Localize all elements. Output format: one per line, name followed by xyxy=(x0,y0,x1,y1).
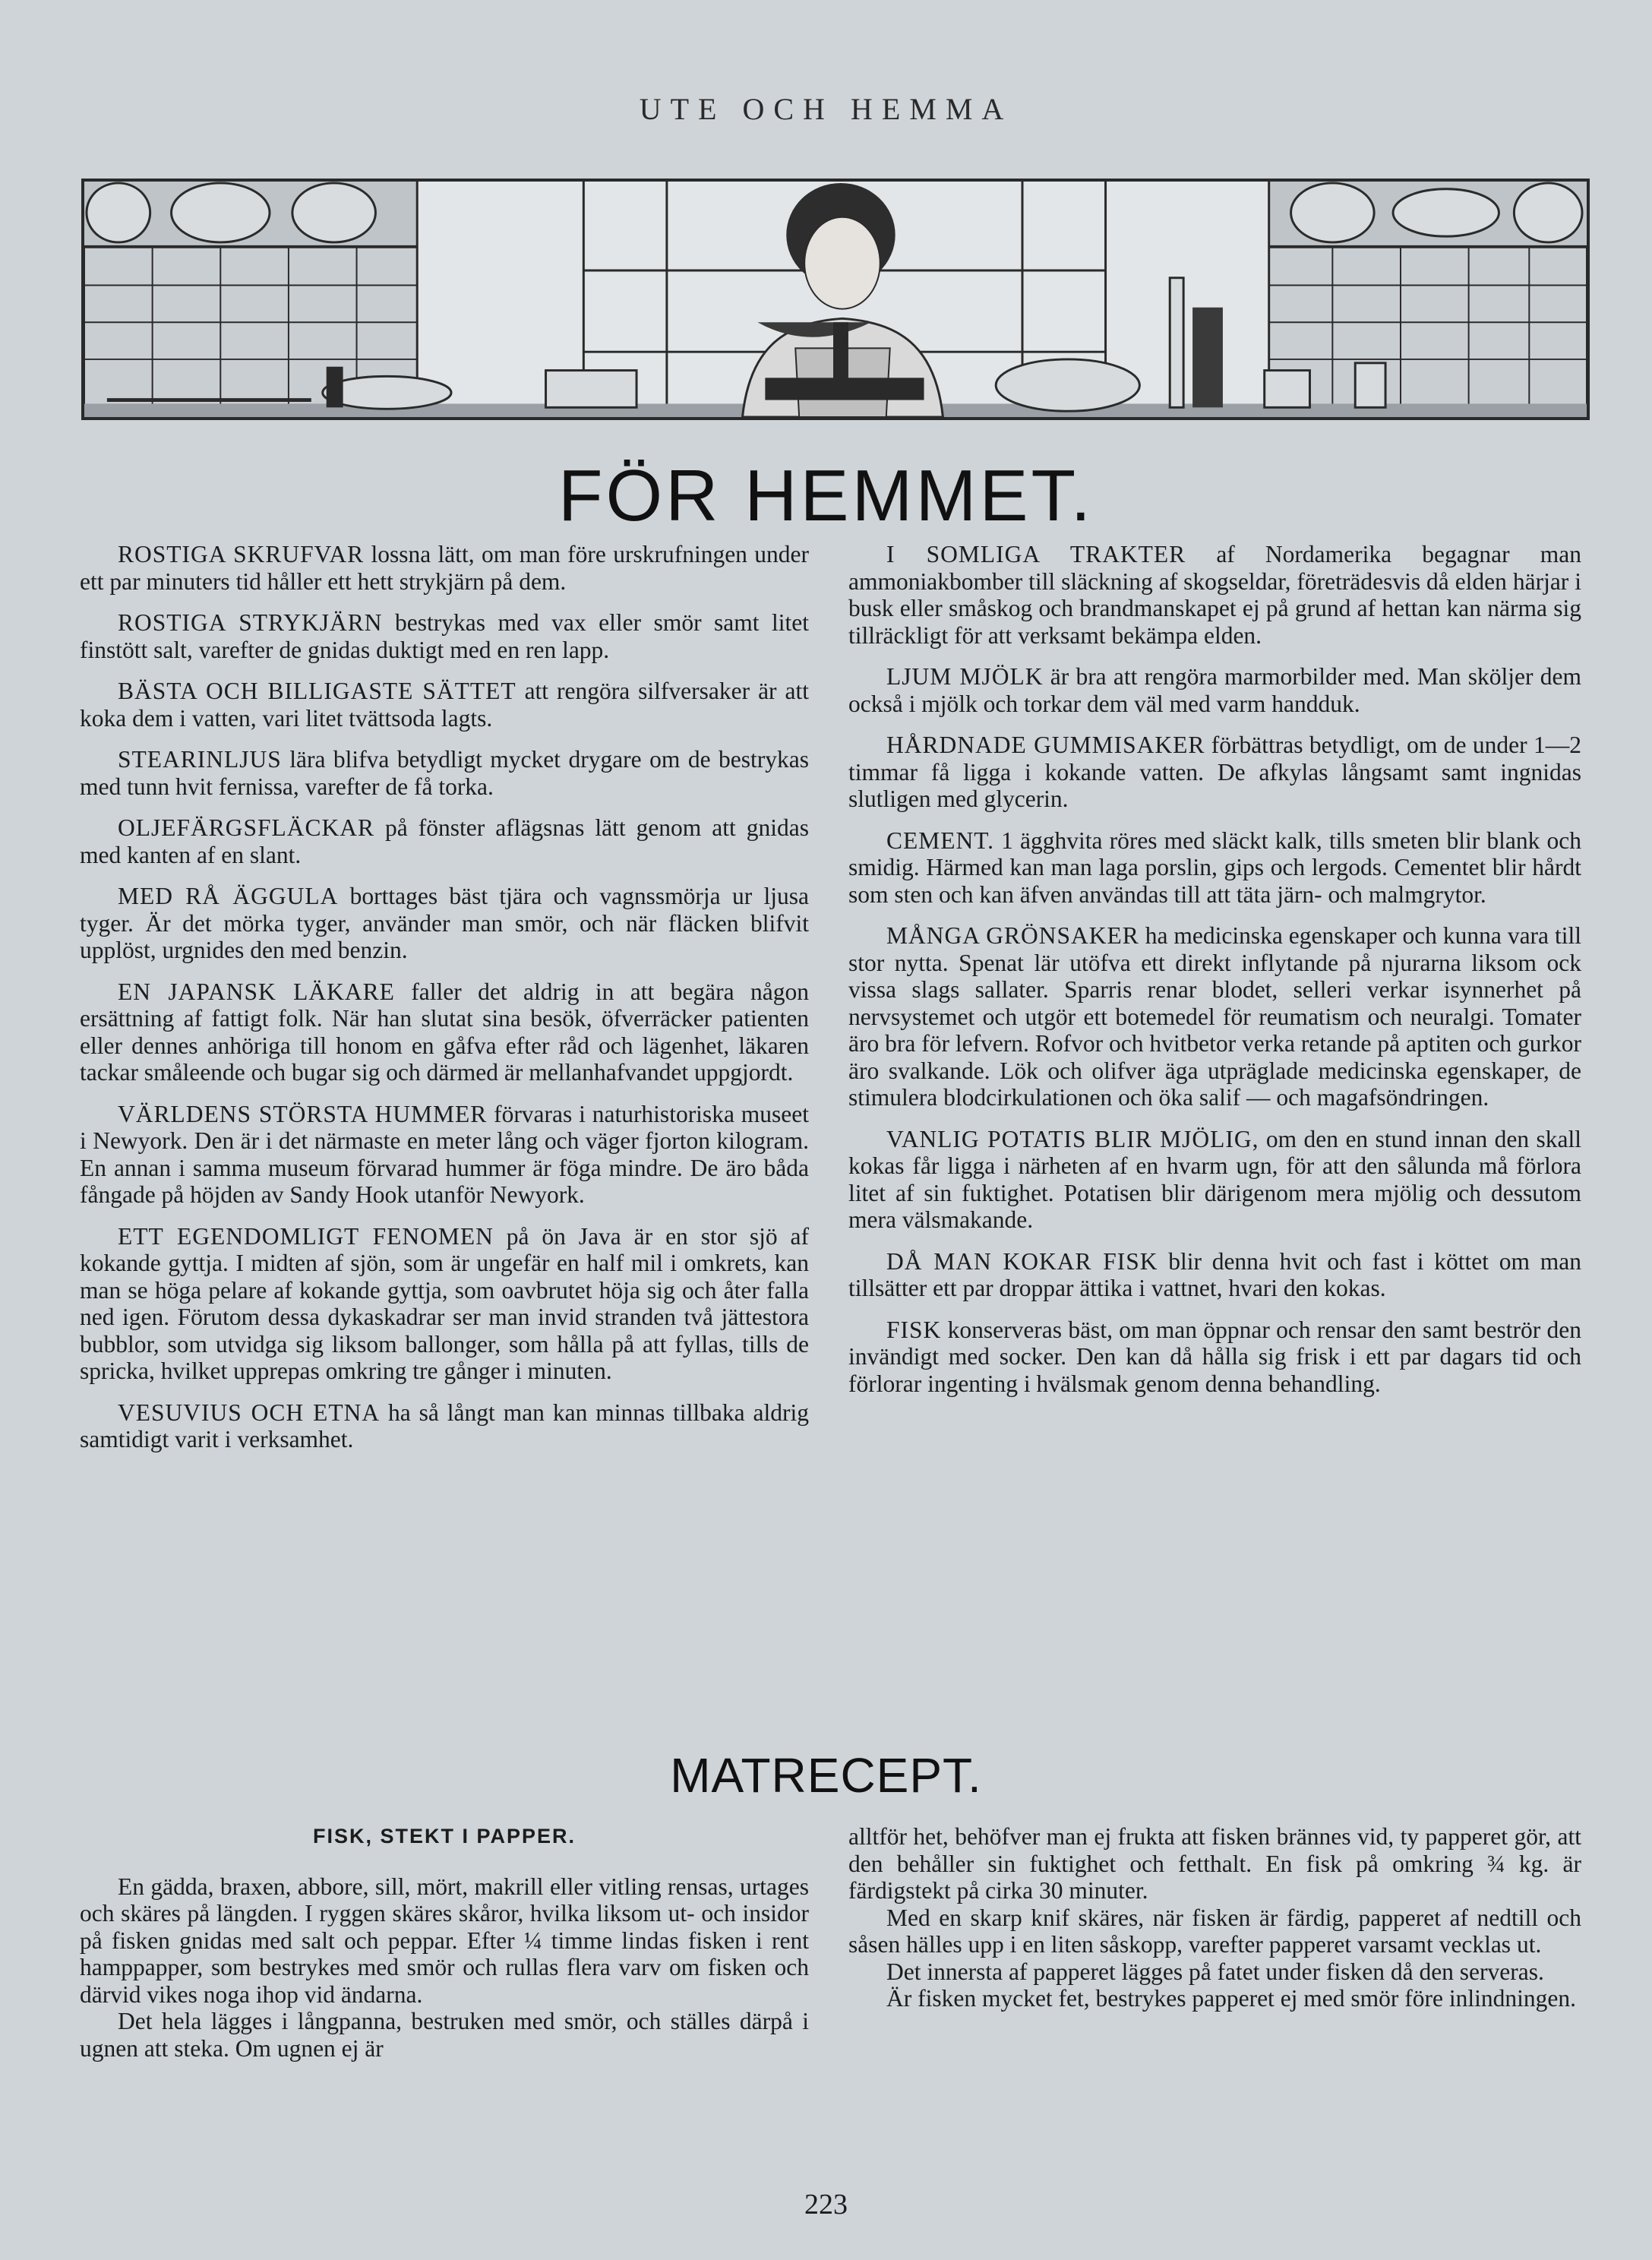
recipe-paragraph: Är fisken mycket fet, bestrykes papperet ej med smör före inlindningen. xyxy=(886,1985,1576,2012)
kitchen-scene-drawing xyxy=(84,182,1587,417)
paragraph-text: konserveras bäst, om man öppnar och rensar den samt beströr den invändigt med socker. Den kan då hålla sig frisk i ett par dagars tid och förlorar ingenting i hvälsmak genom denna behandling. xyxy=(848,1316,1581,1397)
paragraph-text: 1 ägghvita röres med släckt kalk, tills smeten blir blank och smidig. Härmed kan man laga porslin, gips och lergods. Cementet blir hårdt som sten och kan äfven användas till att täta järn- och malmgrytor. xyxy=(848,827,1581,908)
paragraph xyxy=(848,1316,1581,1398)
recipe-continuation: alltför het, behöfver man ej frukta att fisken brännes vid, ty papperet gör, att den behåller sin fuktighet och fetthalt. En fisk på omkring ¾ kg. är färdigstekt på cirka 30 minuter. xyxy=(848,1823,1581,1904)
paragraph xyxy=(848,827,1581,909)
paragraph-text: borttages bäst tjära och vagnssmörja ur ljusa tyger. Är det mörka tyger, använder man smör, och när fläcken blifvit upplöst, urgnides den med benzin. xyxy=(80,883,809,963)
paragraph-text: bestrykas med vax eller smör samt litet finstött salt, varefter de gnidas duktigt med en ren lapp. xyxy=(80,609,810,663)
paragraph xyxy=(80,1101,809,1209)
paragraph xyxy=(80,814,809,868)
recipe-paragraph: Med en skarp knif skäres, när fisken är färdig, papperet af nedtill och såsen hälles upp i en liten såskopp, varefter papperet varsamt vecklas ut. xyxy=(848,1904,1581,1958)
kitchen-illustration xyxy=(81,179,1590,420)
running-head: UTE OCH HEMMA xyxy=(639,92,1013,126)
paragraph-text: förbättras betydligt, om de under 1—2 timmar få ligga i kokande vatten. De afkylas långsamt samt ingnidas slutligen med glycerin. xyxy=(848,732,1581,812)
paragraph-lead: LJUM MJÖLK xyxy=(886,663,1044,690)
paragraph-lead: CEMENT. xyxy=(886,827,995,854)
recipe-paragraph: En gädda, braxen, abbore, sill, mört, makrill eller vitling rensas, urtages och skäres på längden. I ryggen skäres skåror, hvilka liksom ut- och insidor på fisken gnidas med salt och peppar. Efter ¼ timme lindas fisken i rent hamppapper, som bestrykes med smör och rullas flera varv om fisken och därvid vikes noga ihop vid ändarna. xyxy=(80,1873,809,2008)
paragraph-lead: DÅ MAN KOKAR FISK xyxy=(886,1247,1158,1275)
paragraph xyxy=(80,883,809,964)
paragraph-lead: MÅNGA GRÖNSAKER xyxy=(886,922,1139,949)
paragraph xyxy=(80,746,809,800)
paragraph-text: af Nordamerika begagnar man ammoniakbomber till släckning af skogseldar, företrädesvis då elden härjar i busk eller småskog och brandmanskapet ej på grund af hettan kan närma sig tillräckligt för att verksamt bekämpa elden. xyxy=(848,541,1581,649)
paragraph xyxy=(80,609,809,663)
paragraph xyxy=(848,1248,1581,1302)
paragraph-lead: FISK xyxy=(886,1316,942,1343)
paragraph-lead: BÄSTA OCH BILLIGASTE SÄTTET xyxy=(118,678,516,704)
paragraph-lead: OLJEFÄRGSFLÄCKAR xyxy=(118,814,375,841)
recipe-paragraph: Det hela lägges i långpanna, bestruken med smör, och ställes därpå i ugnen att steka. Om ugnen ej är xyxy=(80,2008,809,2062)
right-column xyxy=(848,541,1581,1411)
section-title-for-hemmet: FÖR HEMMET. xyxy=(558,455,1094,536)
paragraph xyxy=(848,1126,1581,1234)
recipe-right-column xyxy=(848,1823,1581,2012)
paragraph-text: ha så långt man kan minnas tillbaka aldrig samtidigt varit i verksamhet. xyxy=(80,1399,809,1452)
paragraph-lead: MED RÅ ÄGGULA xyxy=(118,883,339,909)
paragraph-text: på ön Java är en stor sjö af kokande gyttja. I midten af sjön, som är ungefär en half mil i omkrets, kan man se höga pelare af kokande gyttja, som oavbrutet höja sig och åter falla ned igen. Förutom dessa dykaskadrar ser man invid stranden två jättestora bubblor, som utvidga sig liksom ballonger, som hålla på att fyllas, tills de spricka, hvilket upprepas omkring tre gånger i minuten. xyxy=(80,1222,809,1384)
paragraph-lead: VÄRLDENS STÖRSTA HUMMER xyxy=(118,1100,488,1127)
paragraph-lead: VESUVIUS OCH ETNA xyxy=(118,1399,381,1426)
paragraph xyxy=(848,922,1581,1111)
paragraph-text: att rengöra silfversaker är att koka dem i vatten, vari litet tvättsoda lagts. xyxy=(80,678,809,732)
recipe-paragraph: Det innersta af papperet lägges på fatet under fisken då den serveras. xyxy=(886,1958,1544,1985)
paragraph-lead: HÅRDNADE GUMMISAKER xyxy=(886,732,1205,758)
recipe-left-column xyxy=(80,1823,809,2062)
paragraph-lead: I SOMLIGA TRAKTER xyxy=(886,541,1186,567)
paragraph-text: lossna lätt, om man före urskrufningen under ett par minuters tid håller ett hett strykjärn på dem. xyxy=(80,541,809,595)
paragraph xyxy=(80,978,809,1086)
paragraph-lead: STEARINLJUS xyxy=(118,746,282,773)
paragraph xyxy=(80,1399,809,1453)
paragraph-text: förvaras i naturhistoriska museet i Newyork. Den är i det närmaste en meter lång och väger fjorton kilogram. En annan i samma museum förvarad hummer är föga mindre. De äro båda fångade på höjden av Sandy Hook utanför Newyork. xyxy=(80,1100,809,1208)
paragraph-lead: EN JAPANSK LÄKARE xyxy=(118,978,395,1005)
paragraph-text: lära blifva betydligt mycket drygare om de bestrykas med tunn hvit fernissa, varefter de få torka. xyxy=(80,746,809,800)
paragraph-text: är bra att rengöra marmorbilder med. Man sköljer dem också i mjölk och torkar dem väl med varm handduk. xyxy=(848,663,1581,717)
paragraph-text: om den en stund innan den skall kokas får ligga i närheten af en hvarm ugn, för att den sålunda må förlora litet af sin fuktighet. Potatisen blir därigenom mera mjölig och dessutom mera välsmakande. xyxy=(848,1125,1582,1233)
page-number: 223 xyxy=(804,2189,848,2220)
paragraph xyxy=(848,732,1581,813)
paragraph-lead: ROSTIGA SKRUFVAR xyxy=(118,541,365,567)
paragraph-text: blir denna hvit och fast i köttet om man tillsätter ett par droppar ättika i vattnet, hvari den kokas. xyxy=(848,1247,1581,1301)
paragraph xyxy=(848,663,1581,717)
paragraph xyxy=(80,1223,809,1385)
paragraph-text: ha medicinska egenskaper och kunna vara till stor nytta. Spenat lär utöfva ett direkt inflytande på njurarna liksom ock vissa slags sallater. Sparris renar blodet, selleri verkar isynnerhet på nervsystemet och utgör ett botemedel för reumatism och neuralgi. Tomater äro bra för lefvern. Rofvor och hvitbetor verka retande på aptiten och gurkor äro svalkande. Lök och olifver äga utpräglade medicinska egenskaper, de stimulera blodcirkulationen och öka salif — och magafsöndringen. xyxy=(848,922,1581,1111)
paragraph xyxy=(80,541,809,595)
paragraph-text: på fönster aflägsnas lätt genom att gnidas med kanten af en slant. xyxy=(80,814,809,868)
paragraph-lead: ETT EGENDOMLIGT FENOMEN xyxy=(118,1222,494,1250)
paragraph-lead: VANLIG POTATIS BLIR MJÖLIG, xyxy=(886,1125,1259,1152)
paragraph xyxy=(848,541,1581,649)
paragraph-lead: ROSTIGA STRYKJÄRN xyxy=(118,609,383,636)
recipe-heading: FISK, STEKT I PAPPER. xyxy=(312,1825,576,1848)
paragraph-text: faller det aldrig in att begära någon ersättning af fattigt folk. När han slutat sina besök, öfverräcker patienten eller dennes anhöriga till honom en gåfva efter råd och lägenhet, läkaren tackar småleende och bugar sig och därmed är mellanhafvandet uppgjordt. xyxy=(80,978,809,1086)
paragraph xyxy=(80,678,809,732)
left-column xyxy=(80,541,809,1468)
section-title-matrecept: MATRECEPT. xyxy=(670,1748,982,1803)
